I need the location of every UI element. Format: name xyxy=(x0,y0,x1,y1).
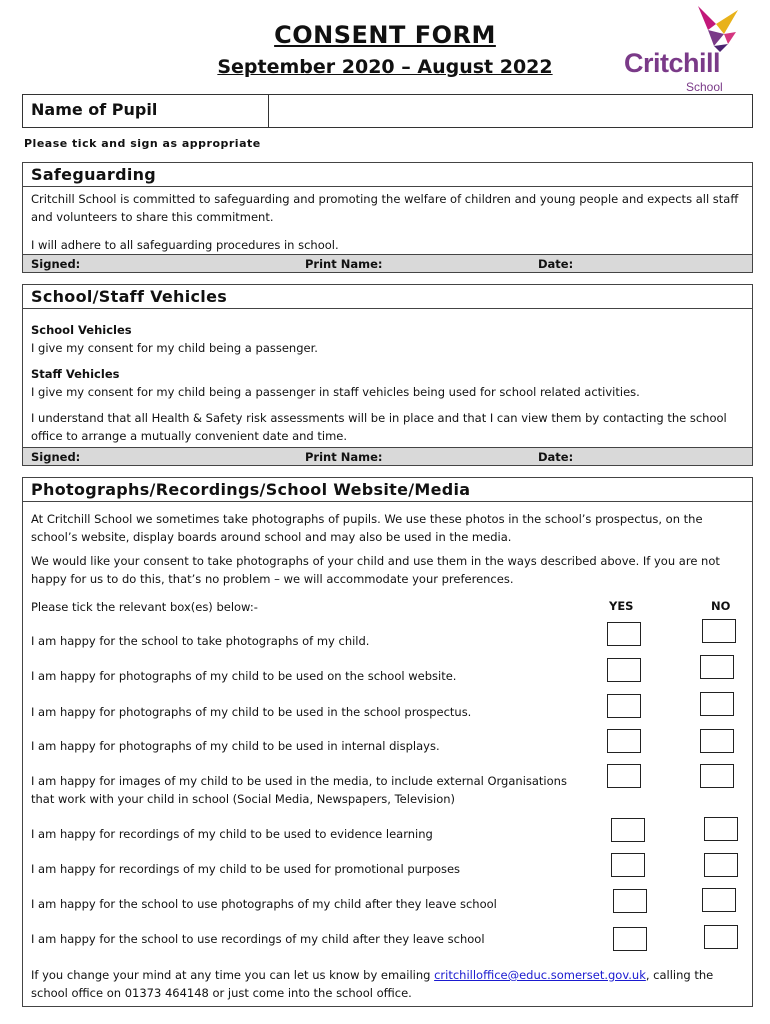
no-checkbox[interactable] xyxy=(700,764,734,788)
signature-row[interactable] xyxy=(23,447,752,465)
health-safety-text: I understand that all Health & Safety risk assessments will be in place and that I can view them by contacting the school office to arrange a mutually convenient date and time. xyxy=(31,411,727,443)
form-period: September 2020 – August 2022 xyxy=(217,56,553,78)
date-label: Date: xyxy=(538,449,574,464)
consent-item: I am happy for photographs of my child to be used in internal displays. xyxy=(31,739,440,753)
safeguarding-statement: Critchill School is committed to safeguarding and promoting the welfare of children and young people and expects all staff and volunteers to share this commitment. xyxy=(31,192,739,224)
yes-checkbox[interactable] xyxy=(613,889,647,913)
yes-checkbox[interactable] xyxy=(607,622,641,646)
date-label: Date: xyxy=(538,256,574,271)
print-name-label: Print Name: xyxy=(305,449,383,464)
staff-vehicles-text: I give my consent for my child being a passenger in staff vehicles being used for school related activities. xyxy=(31,385,640,399)
photos-heading: Photographs/Recordings/School Website/Media xyxy=(23,478,752,502)
school-logo xyxy=(620,4,740,96)
pupil-name-field[interactable] xyxy=(269,95,752,127)
no-checkbox[interactable] xyxy=(700,692,734,716)
yes-checkbox[interactable] xyxy=(607,658,641,682)
safeguarding-section xyxy=(22,162,753,273)
yes-checkbox[interactable] xyxy=(607,694,641,718)
yes-checkbox[interactable] xyxy=(613,927,647,951)
print-name-label: Print Name: xyxy=(305,256,383,271)
consent-item: I am happy for recordings of my child to be used for promotional purposes xyxy=(31,862,461,876)
footer-text-end: , calling the school office on 01373 464148 or just come into the school office. xyxy=(31,968,714,1000)
staff-vehicles-subheading: Staff Vehicles xyxy=(31,367,120,381)
yes-checkbox[interactable] xyxy=(611,818,645,842)
school-vehicles-text: I give my consent for my child being a passenger. xyxy=(31,341,318,355)
no-checkbox[interactable] xyxy=(704,925,738,949)
vehicles-heading: School/Staff Vehicles xyxy=(23,285,752,309)
yes-checkbox[interactable] xyxy=(607,764,641,788)
logo-wordmark: Critchill xyxy=(624,48,721,78)
consent-item: I am happy for the school to use photographs of my child after they leave school xyxy=(31,897,497,911)
signed-label: Signed: xyxy=(31,256,81,271)
no-checkbox[interactable] xyxy=(702,619,736,643)
signature-row[interactable] xyxy=(23,254,752,272)
signed-label: Signed: xyxy=(31,449,81,464)
vehicles-section xyxy=(22,284,753,466)
photos-section xyxy=(22,477,753,1007)
consent-item: I am happy for the school to use recordings of my child after they leave school xyxy=(31,932,485,946)
yes-column-header: YES xyxy=(609,599,634,613)
no-column-header: NO xyxy=(711,599,731,613)
photos-consent-request: We would like your consent to take photographs of your child and use them in the ways described above. If you are not happy for us to do this, that’s no problem – we will accommodate your preferences. xyxy=(31,554,720,586)
school-email-link[interactable]: critchilloffice@educ.somerset.gov.uk xyxy=(434,968,646,982)
yes-checkbox[interactable] xyxy=(607,729,641,753)
consent-item: I am happy for recordings of my child to be used to evidence learning xyxy=(31,827,433,841)
instruction-text: Please tick and sign as appropriate xyxy=(24,137,261,150)
no-checkbox[interactable] xyxy=(704,817,738,841)
no-checkbox[interactable] xyxy=(700,655,734,679)
no-checkbox[interactable] xyxy=(702,888,736,912)
consent-item: I am happy for the school to take photographs of my child. xyxy=(31,634,370,648)
safeguarding-heading: Safeguarding xyxy=(23,163,752,187)
consent-item: I am happy for photographs of my child to be used in the school prospectus. xyxy=(31,705,472,719)
tick-prompt: Please tick the relevant box(es) below:- xyxy=(31,600,258,614)
photos-intro: At Critchill School we sometimes take photographs of pupils. We use these photos in the school’s prospectus, on the school’s website, display boards around school and may also be used in the media. xyxy=(31,512,703,544)
no-checkbox[interactable] xyxy=(704,853,738,877)
school-vehicles-subheading: School Vehicles xyxy=(31,323,132,337)
pupil-name-label: Name of Pupil xyxy=(23,95,269,127)
no-checkbox[interactable] xyxy=(700,729,734,753)
logo-subtext: School xyxy=(686,80,723,94)
consent-item: I am happy for images of my child to be used in the media, to include external Organisations that work with your child in school (Social Media, Newspapers, Television) xyxy=(31,774,567,806)
consent-item: I am happy for photographs of my child to be used on the school website. xyxy=(31,669,457,683)
bird-logo-icon xyxy=(620,4,740,54)
safeguarding-agreement: I will adhere to all safeguarding procedures in school. xyxy=(31,238,339,252)
form-title: CONSENT FORM xyxy=(274,21,496,49)
pupil-name-row xyxy=(22,94,753,128)
yes-checkbox[interactable] xyxy=(611,853,645,877)
footer-text-start: If you change your mind at any time you can let us know by emailing xyxy=(31,968,435,982)
change-of-mind-note xyxy=(31,966,746,1002)
